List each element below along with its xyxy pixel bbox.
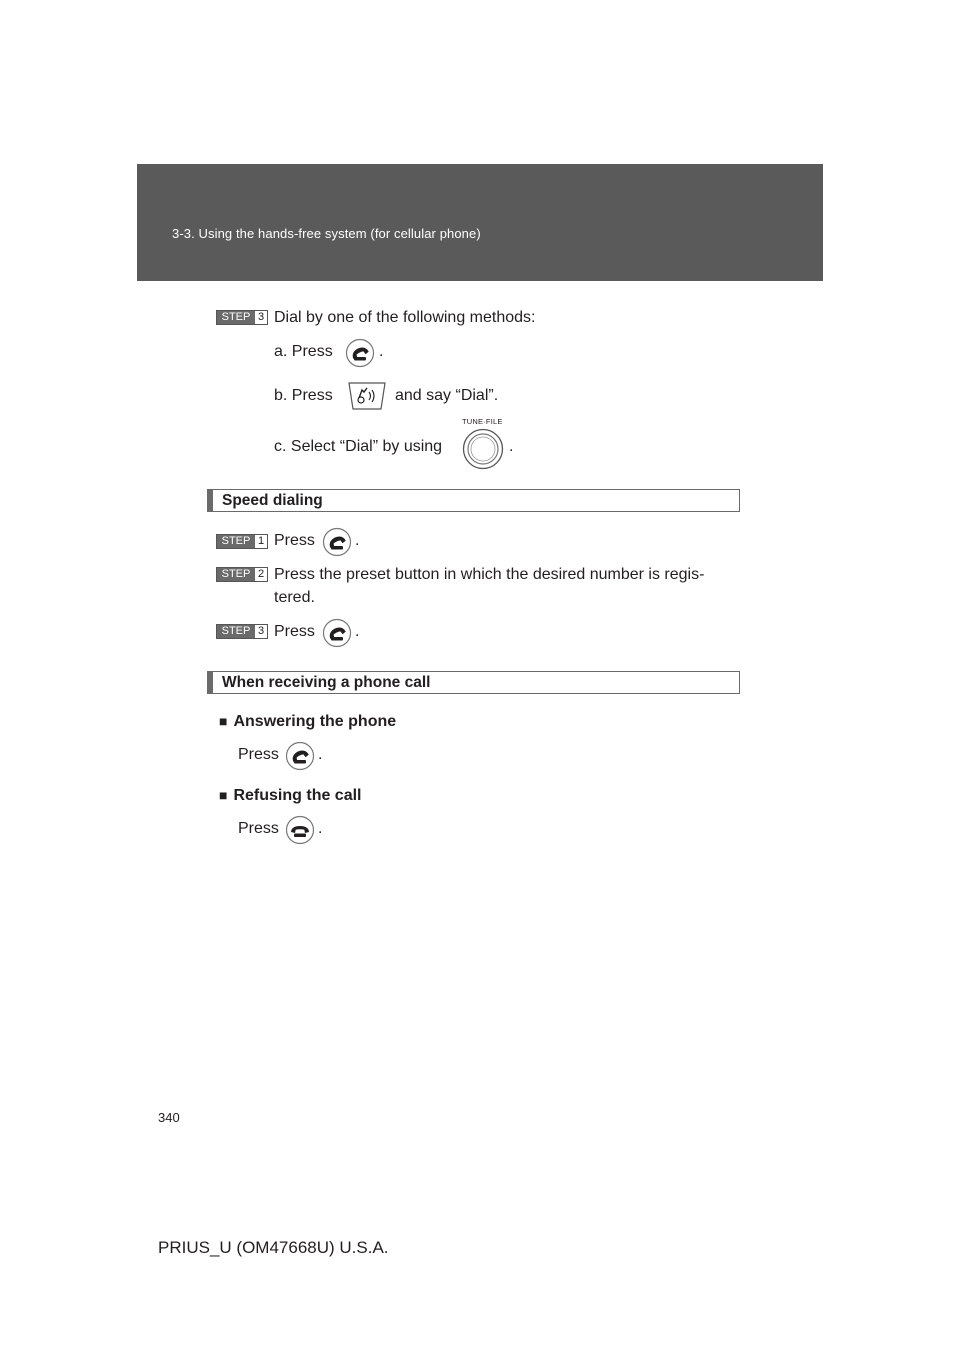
phone-hangup-icon <box>285 815 315 845</box>
step-3-suffix: . <box>355 623 360 640</box>
step-badge <box>216 534 268 549</box>
phone-pickup-icon <box>345 338 375 368</box>
step-number: 2 <box>257 568 265 580</box>
tune-file-knob-icon <box>462 428 504 470</box>
answering-suffix: . <box>318 746 323 763</box>
step-label: STEP <box>217 535 255 548</box>
step-label: STEP <box>217 311 255 324</box>
step-3-text: Press <box>274 623 315 640</box>
footer-code: PRIUS_U (OM47668U) U.S.A. <box>158 1238 389 1257</box>
step-badge <box>216 624 268 639</box>
section-title: 3-3. Using the hands-free system (for cellular phone) <box>172 226 481 241</box>
answering-title <box>219 711 396 732</box>
phone-pickup-icon <box>322 618 352 648</box>
refusing-text: Press <box>238 820 279 837</box>
header-band <box>137 164 823 281</box>
phone-pickup-icon <box>322 527 352 557</box>
method-a-suffix: . <box>379 343 384 360</box>
bullet-square: ■ <box>219 713 228 729</box>
step-number: 3 <box>257 311 265 323</box>
dial-methods-intro: Dial by one of the following methods: <box>274 309 536 326</box>
step-1-text: Press <box>274 532 315 549</box>
method-c-prefix: c. Select “Dial” by using <box>274 438 443 455</box>
dial-caption: TUNE·FILE <box>462 417 503 426</box>
step-label: STEP <box>217 568 255 581</box>
bullet-square: ■ <box>219 787 228 803</box>
step-number: 1 <box>257 535 265 547</box>
method-c-suffix: . <box>509 438 514 455</box>
step-2-text: Press the preset button in which the desired number is regis- <box>274 566 705 583</box>
talk-switch-icon <box>345 380 389 412</box>
refusing-title-text: Refusing the call <box>233 787 362 804</box>
method-b-prefix: b. Press <box>274 387 333 404</box>
method-b-suffix: and say “Dial”. <box>395 387 499 404</box>
step-badge <box>216 567 268 582</box>
answering-title-text: Answering the phone <box>233 713 397 730</box>
refusing-title <box>219 785 362 806</box>
method-a-prefix: a. Press <box>274 343 333 360</box>
heading-speed-dialing: Speed dialing <box>207 489 740 512</box>
answering-text: Press <box>238 746 279 763</box>
page-number: 340 <box>158 1110 180 1125</box>
heading-receiving-call: When receiving a phone call <box>207 671 740 694</box>
step-2-text-cont: tered. <box>274 589 315 606</box>
step-badge <box>216 310 268 325</box>
phone-pickup-icon <box>285 741 315 771</box>
refusing-suffix: . <box>318 820 323 837</box>
step-label: STEP <box>217 625 255 638</box>
step-1-suffix: . <box>355 532 360 549</box>
step-number: 3 <box>257 625 265 637</box>
